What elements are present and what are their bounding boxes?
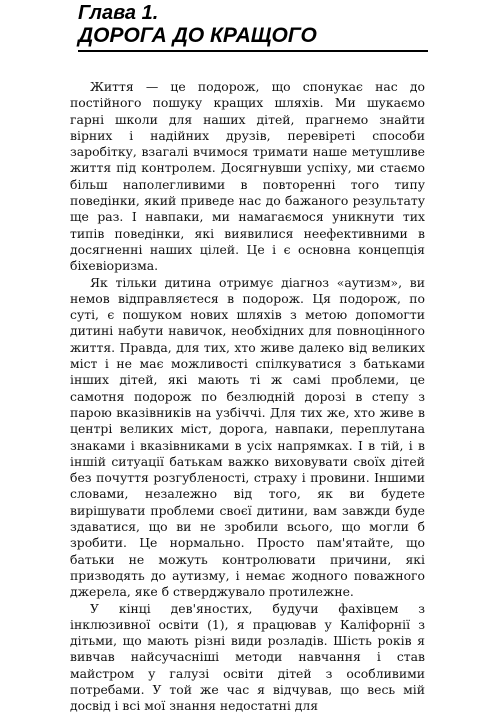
paragraph: У кінці дев'яностих, будучи фахівцем з інклюзивної освіти (1), я працював у Каліфорнії з дітьми, що мають різні види розладів. Шість років я вивчав найсучасніші методи навчання і став майстром у галузі освіти дітей з особливими потребами. У той же час я відчував, що весь мій досвід і всі мої знання недостатні для (70, 600, 425, 714)
body-text (70, 79, 425, 715)
chapter-title: ДОРОГА ДО КРАЩОГО (78, 24, 428, 52)
paragraph: Як тільки дитина отримує діагноз «аутизм», ви немов відправляєтеся в подорож. Ця подорож, по суті, є пошуком нових шляхів з метою допомогти дитині набути навичок, необхідних для повноцінного життя. Правда, для тих, хто живе далеко від великих міст і не має можливості спілкуватися з батьками інших дітей, які мають ті ж самі проблеми, це самотня подорож по безлюдній дорозі в степу з парою вказівників на узбіччі. Для тих же, хто живе в центрі великих міст, дорога, навпаки, переплутана знаками і вказівниками в усіх напрямках. І в тій, і в іншій ситуації батькам важко виховувати своїх дітей без почуття розгубленості, страху і провини. Іншими словами, незалежно від того, як ви будете вирішувати проблеми своєї дитини, вам завжди буде здаватися, що ви не зробили всього, що могли б зробити. Це нормально. Просто пам'ятайте, що батьки не можуть контролювати причини, які призводять до аутизму, і немає жодного поважного джерела, яке б стверджувало протилежне. (70, 274, 425, 600)
chapter-label: Глава 1. (78, 2, 159, 24)
chapter-header (78, 0, 428, 52)
paragraph: Життя — це подорож, що спонукає нас до постійного пошуку кращих шляхів. Ми шукаємо гарні школи для наших дітей, прагнемо знайти вірних і надійних друзів, перевіреті способи заробітку, взагалі вчимося тримати наше метушливе життя під контролем. Досягнувши успіху, ми стаємо більш наполегливими в повторенні того типу поведінки, який приведе нас до бажаного результату ще раз. І навпаки, ми намагаємося уникнути тих типів поведінки, які виявилися неефективними в досягненні наших цілей. Це і є основна концепція біхевіоризма. (70, 79, 425, 274)
